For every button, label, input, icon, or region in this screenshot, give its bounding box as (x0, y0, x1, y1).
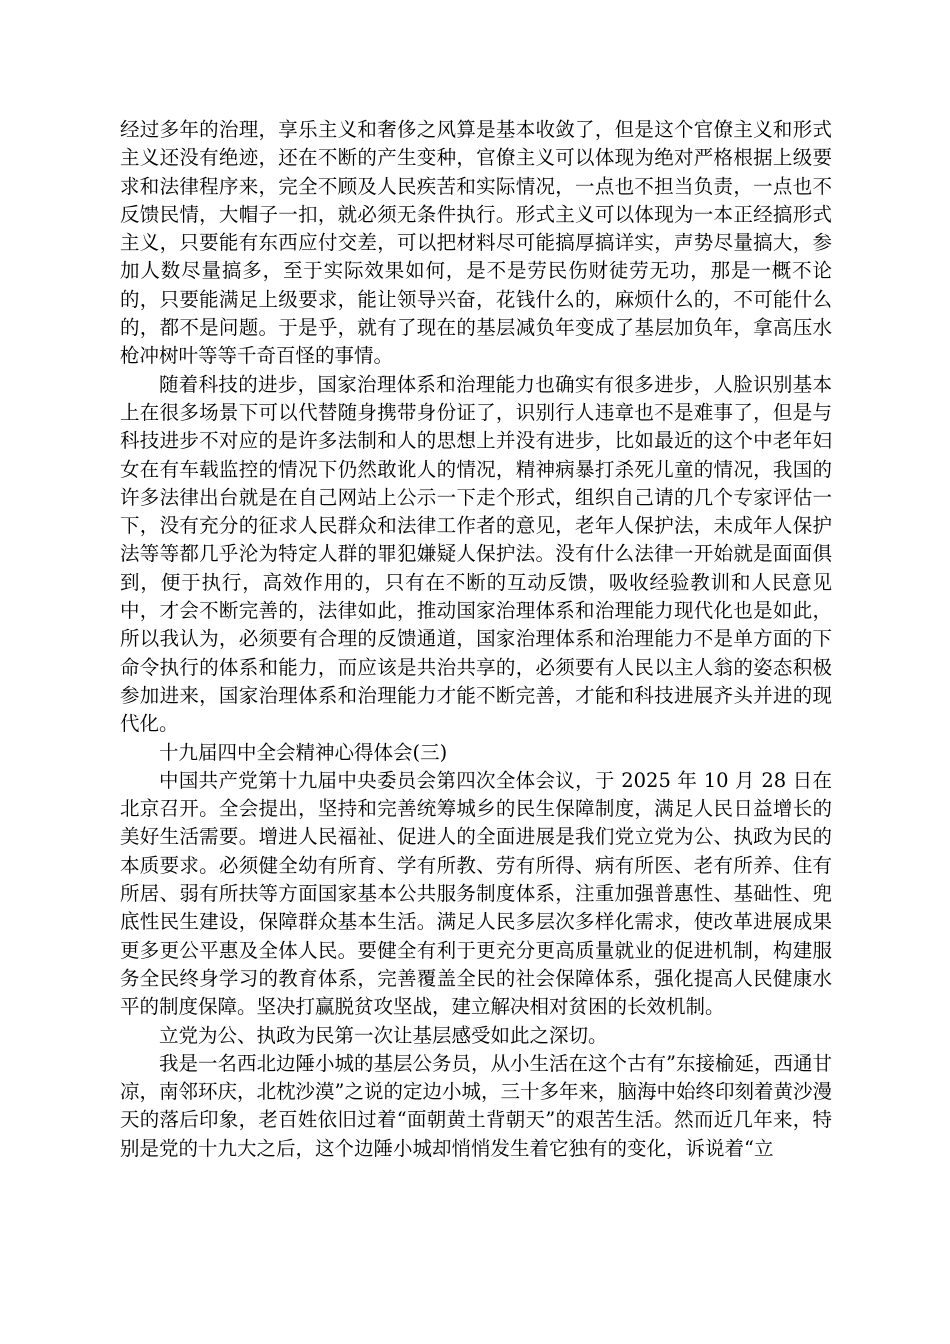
section-heading: 十九届四中全会精神心得体会(三) (159, 740, 448, 764)
document-page (120, 116, 832, 1163)
paragraph-technology-governance: 随着科技的进步，国家治理体系和治理能力也确实有很多进步，人脸识别基本上在很多场景下可以代替随身携带身份证了，识别行人违章也不是难事了，但是与科技进步不对应的是许多法制和人的思想上并没有进步，比如最近的这个中老年妇女在有车载监控的情况下仍然敢讹人的情况，精神病暴打杀死儿童的情况，我国的许多法律出台就是在自己网站上公示一下走个形式，组织自己请的几个专家评估一下，没有充分的征求人民群众和法律工作者的意见，老年人保护法，未成年人保护法等等都几乎沦为特定人群的罪犯嫌疑人保护法。没有什么法律一开始就是面面俱到，便于执行，高效作用的，只有在不断的互动反馈，吸收经验教训和人民意见中，才会不断完善的，法律如此，推动国家治理体系和治理能力现代化也是如此，所以我认为，必须要有合理的反馈通道，国家治理体系和治理能力不是单方面的下命令执行的体系和能力，而应该是共治共享的，必须要有人民以主人翁的姿态积极参加进来，国家治理体系和治理能力才能不断完善，才能和科技进展齐头并进的现代化。 (120, 372, 832, 736)
paragraph-personal-story: 我是一名西北边陲小城的基层公务员，从小生活在这个古有”东接榆延，西通甘凉，南邻环庆，北枕沙漠”之说的定边小城，三十多年来，脑海中始终印刻着黄沙漫天的落后印象，老百姓依旧过着“面朝黄土背朝天”的艰苦生活。然而近几年来，特别是党的十九大之后，这个边陲小城却悄悄发生着它独有的变化，诉说着“立 (120, 1051, 832, 1160)
paragraph-bureaucratism: 经过多年的治理，享乐主义和奢侈之风算是基本收敛了，但是这个官僚主义和形式主义还没有绝迹，还在不断的产生变种，官僚主义可以体现为绝对严格根据上级要求和法律程序来，完全不顾及人民疾苦和实际情况，一点也不担当负责，一点也不反馈民情，大帽子一扣，就必须无条件执行。形式主义可以体现为一本正经搞形式主义，只要能有东西应付交差，可以把材料尽可能搞厚搞详实，声势尽量搞大，参加人数尽量搞多，至于实际效果如何，是不是劳民伤财徒劳无功，那是一概不论的，只要能满足上级要求，能让领导兴奋，花钱什么的，麻烦什么的，不可能什么的，都不是问题。于是乎，就有了现在的基层减负年变成了基层加负年，拿高压水枪冲树叶等等千奇百怪的事情。 (120, 118, 832, 368)
paragraph-plenary-session: 中国共产党第十九届中央委员会第四次全体会议，于 2025 年 10 月 28 日在北京召开。全会提出，坚持和完善统筹城乡的民生保障制度，满足人民日益增长的美好生活需要。增进人民福祉、促进人的全面进展是我们党立党为公、执政为民的本质要求。必须健全幼有所育、学有所教、劳有所得、病有所医、老有所养、住有所居、弱有所扶等方面国家基本公共服务制度体系，注重加强普惠性、基础性、兜底性民生建设，保障群众基本生活。满足人民多层次多样化需求，使改革进展成果更多更公平惠及全体人民。要健全有利于更充分更高质量就业的促进机制，构建服务全民终身学习的教育体系，完善覆盖全民的社会保障体系，强化提高人民健康水平的制度保障。坚决打赢脱贫攻坚战，建立解决相对贫困的长效机制。 (120, 768, 832, 1019)
paragraph-grassroots-feeling: 立党为公、执政为民第一次让基层感受如此之深切。 (159, 1023, 608, 1047)
